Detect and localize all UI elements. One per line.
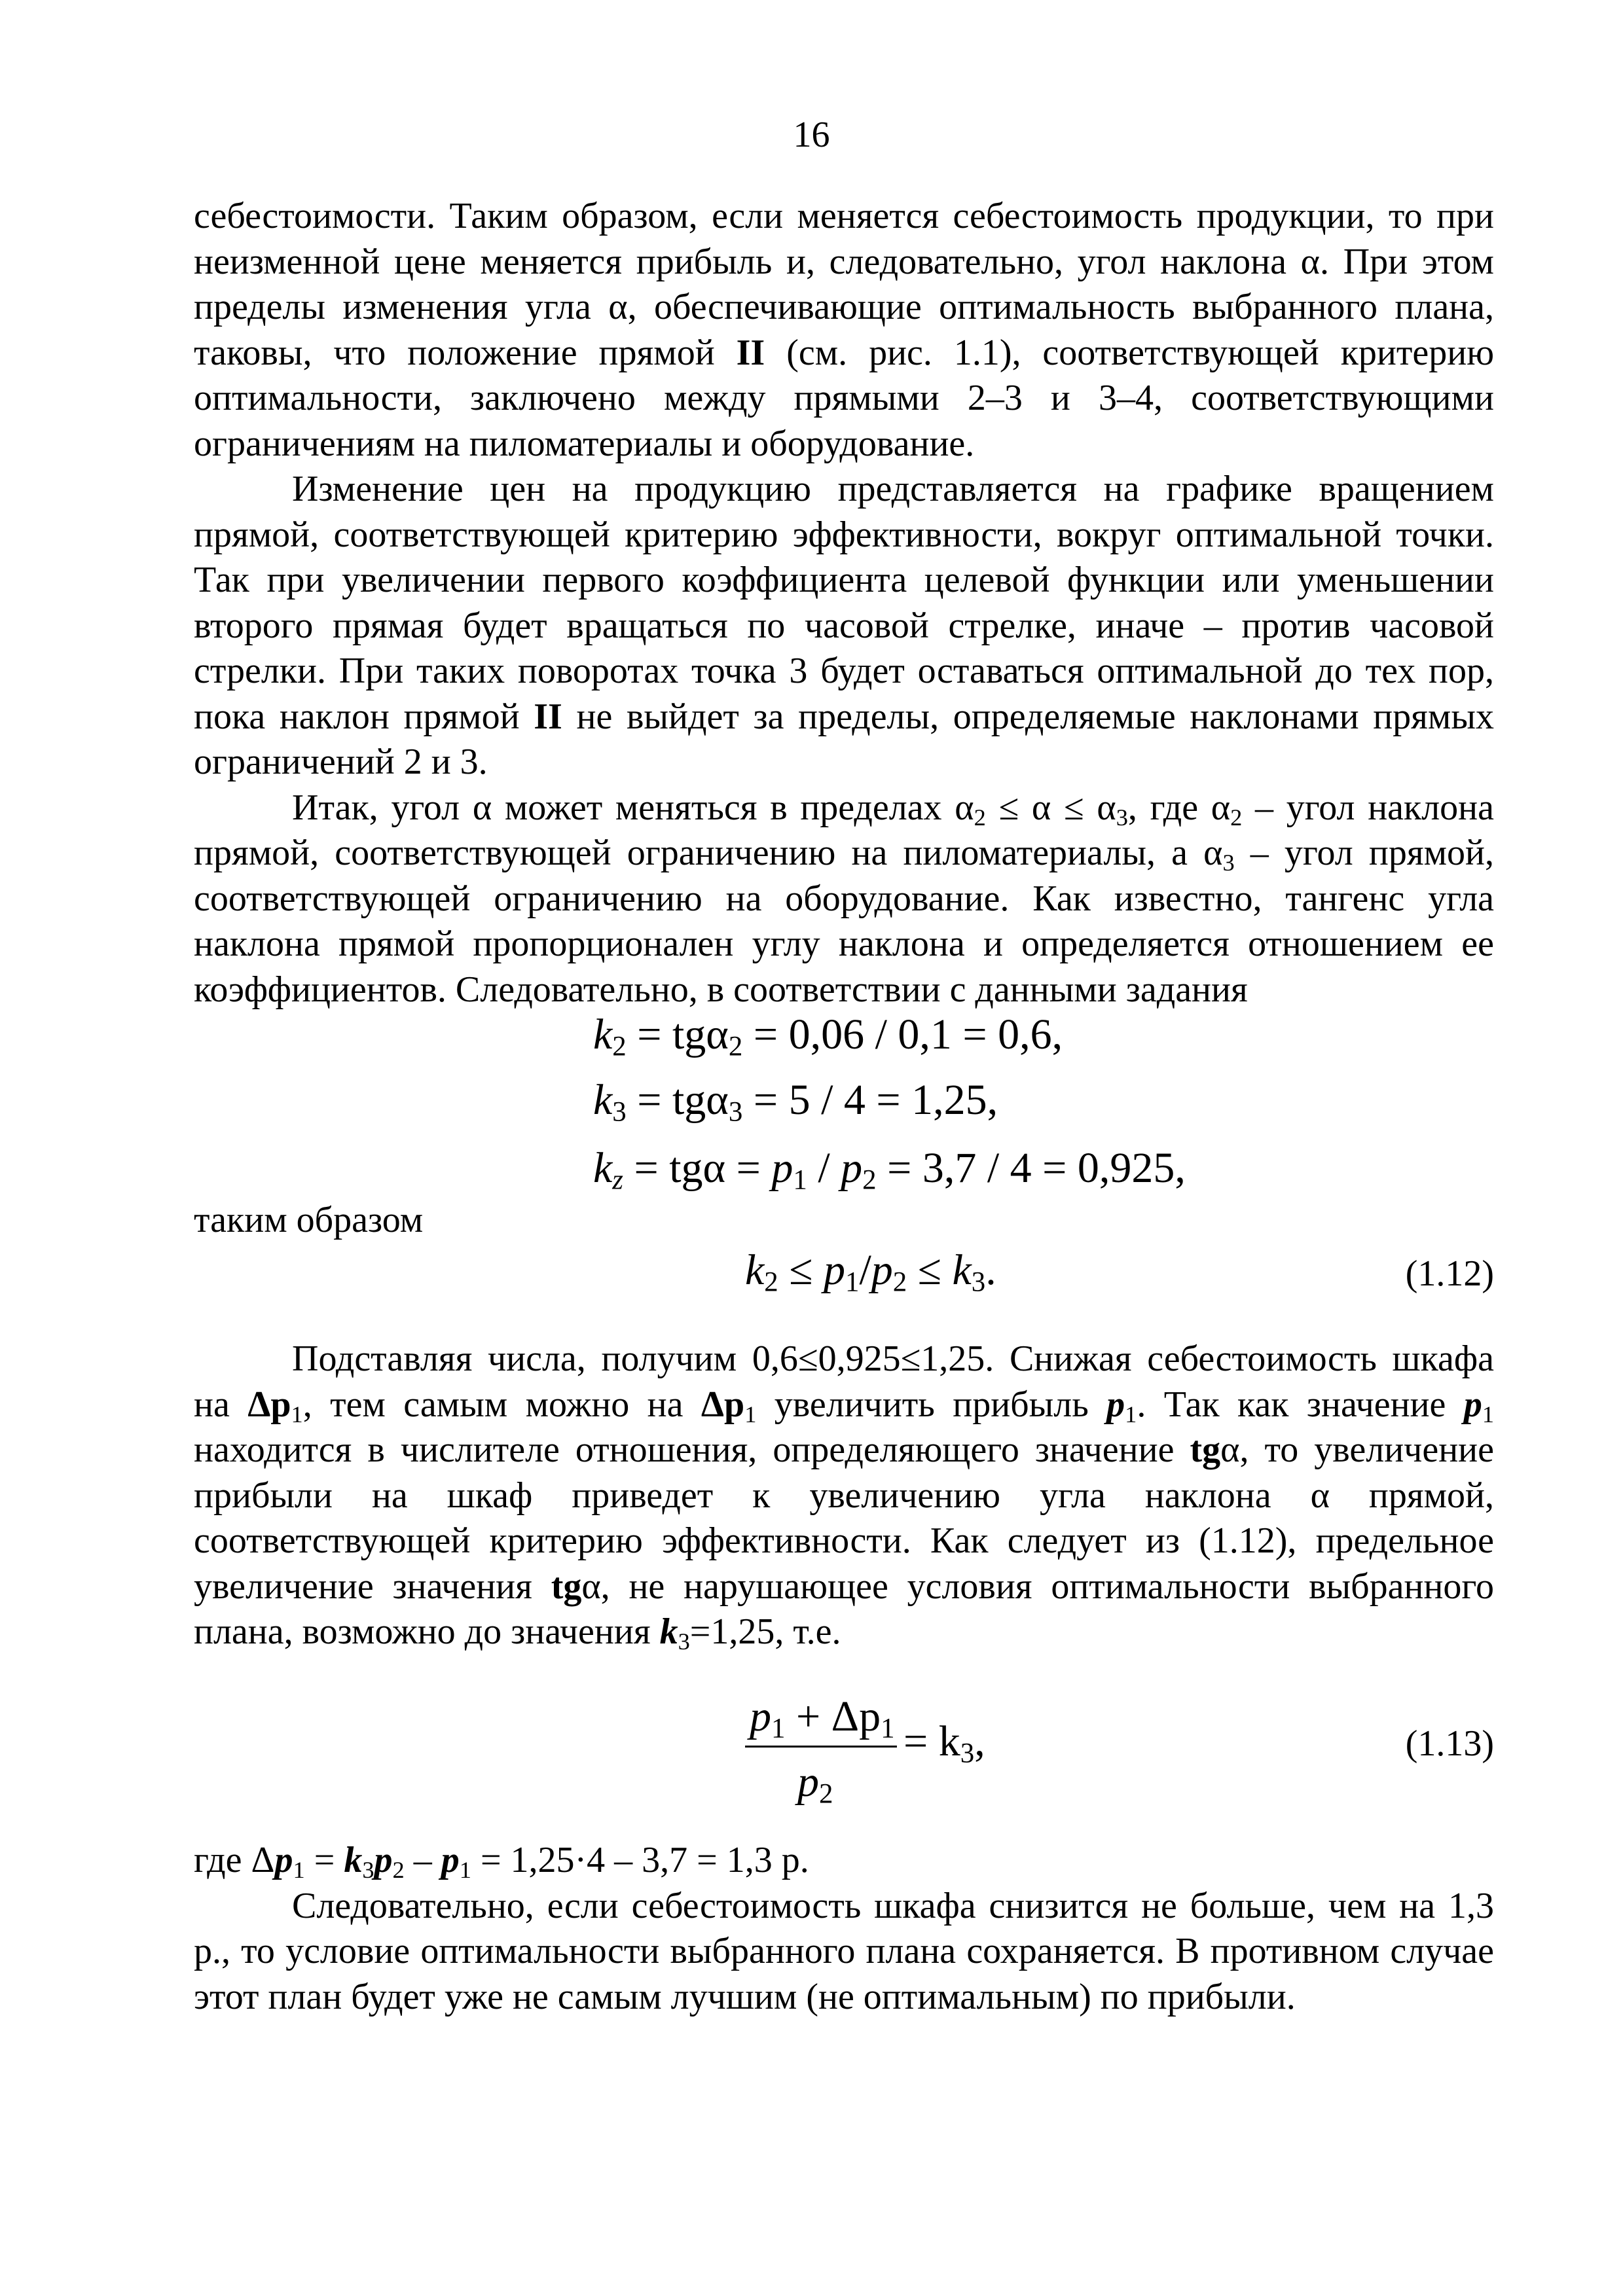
text-takim-obrazom: таким образом — [194, 1200, 424, 1240]
formula-1-13-fraction-bar — [745, 1746, 897, 1748]
text-block-1 — [194, 194, 1494, 1013]
formula-k2: $k_2 = tg\alpha_2 = 0,06 / 0,1 = 0,6$, — [593, 1011, 1063, 1062]
paragraph-6: Следовательно, если себестоимость шкафа снизится не больше, чем на 1,3 р., то условие оптимальности выбранного плана сохраняется. В противном случае этот план будет уже не самым лучшим (не оптимальным) по прибыли. — [194, 1885, 1494, 2017]
formula-kz: $k_z = tg\alpha = p_1 / p_2 = 3,7 / 4 = 0,925$, — [593, 1144, 1186, 1196]
text-block-2 — [194, 1336, 1494, 1655]
paragraph-3: Итак, угол α может меняться в пределах $\alpha_2 \le \alpha \le \alpha_3$, где $\alpha_2$ – угол наклона прямой, соответствующей ограничению на пиломатериалы, а $\alpha_3$ – угол прямой, соответствующей ограничению на оборудование. Как известно, тангенс угла наклона прямой пропорционален углу наклона и определяется отношением ее коэффициентов. Следовательно, в соответствии с данными задания — [194, 787, 1494, 1010]
formula-1-13-numerator: $p_1 + \Delta p_1$ — [750, 1693, 895, 1744]
paragraph-4: Подставляя числа, получим 0,6≤0,925≤1,25. Снижая себестоимость шкафа на $\Delta p_1$, тем самым можно на $\Delta p_1$ увеличить прибыль $p_1$. Так как значение $p_1$ находится в числителе отношения, определяющего значение tgα, то увеличение прибыли на шкаф приведет к увеличению угла наклона α прямой, соответствующей критерию эффективности. Как следует из (1.12), предельное увеличение значения tgα, не нарушающее условия оптимальности выбранного плана, возможно до значения $k_3=1,25$, т.е. — [194, 1338, 1495, 1655]
formula-1-12: $k_2 \le p_1/p_2 \le k_3$. — [745, 1246, 996, 1298]
page-number: 16 — [793, 115, 830, 155]
paragraph-2: Изменение цен на продукцию представляется на графике вращением прямой, соответствующей критерию эффективности, вокруг оптимальной точки. Так при увеличении первого коэффициента целевой функции или уменьшении второго прямая будет вращаться по часовой стрелке, иначе – против часовой стрелки. При таких поворотах точка 3 будет оставаться оптимальной до тех пор, пока наклон прямой II не выйдет за пределы, определяемые наклонами прямых ограничений 2 и 3. — [194, 469, 1494, 782]
formula-k3: $k_3 = tg\alpha_3 = 5 / 4 = 1,25$, — [593, 1076, 998, 1128]
formula-1-13-rhs: = $k_3$, — [903, 1717, 985, 1769]
text-block-3 — [194, 1838, 1494, 2020]
formula-1-13-denominator: $p_2$ — [797, 1758, 833, 1810]
paragraph-1: себестоимости. Таким образом, если меняется себестоимость продукции, то при неизменной цене меняется прибыль и, следовательно, угол наклона α. При этом пределы изменения угла α, обеспечивающие оптимальность выбранного плана, таковы, что положение прямой II (см. рис. 1.1), соответствующей критерию оптимальности, заключено между прямыми 2–3 и 3–4, соответствующими ограничениям на пиломатериалы и оборудование. — [194, 196, 1495, 464]
equation-number-1-13: (1.13) — [1405, 1723, 1494, 1764]
paragraph-5: где $\Delta p_1 = k_3p_2 - p_1 = 1,25\cdot 4 - 3,7 = 1,3$ р. — [194, 1840, 809, 1884]
equation-number-1-12: (1.12) — [1405, 1253, 1494, 1294]
